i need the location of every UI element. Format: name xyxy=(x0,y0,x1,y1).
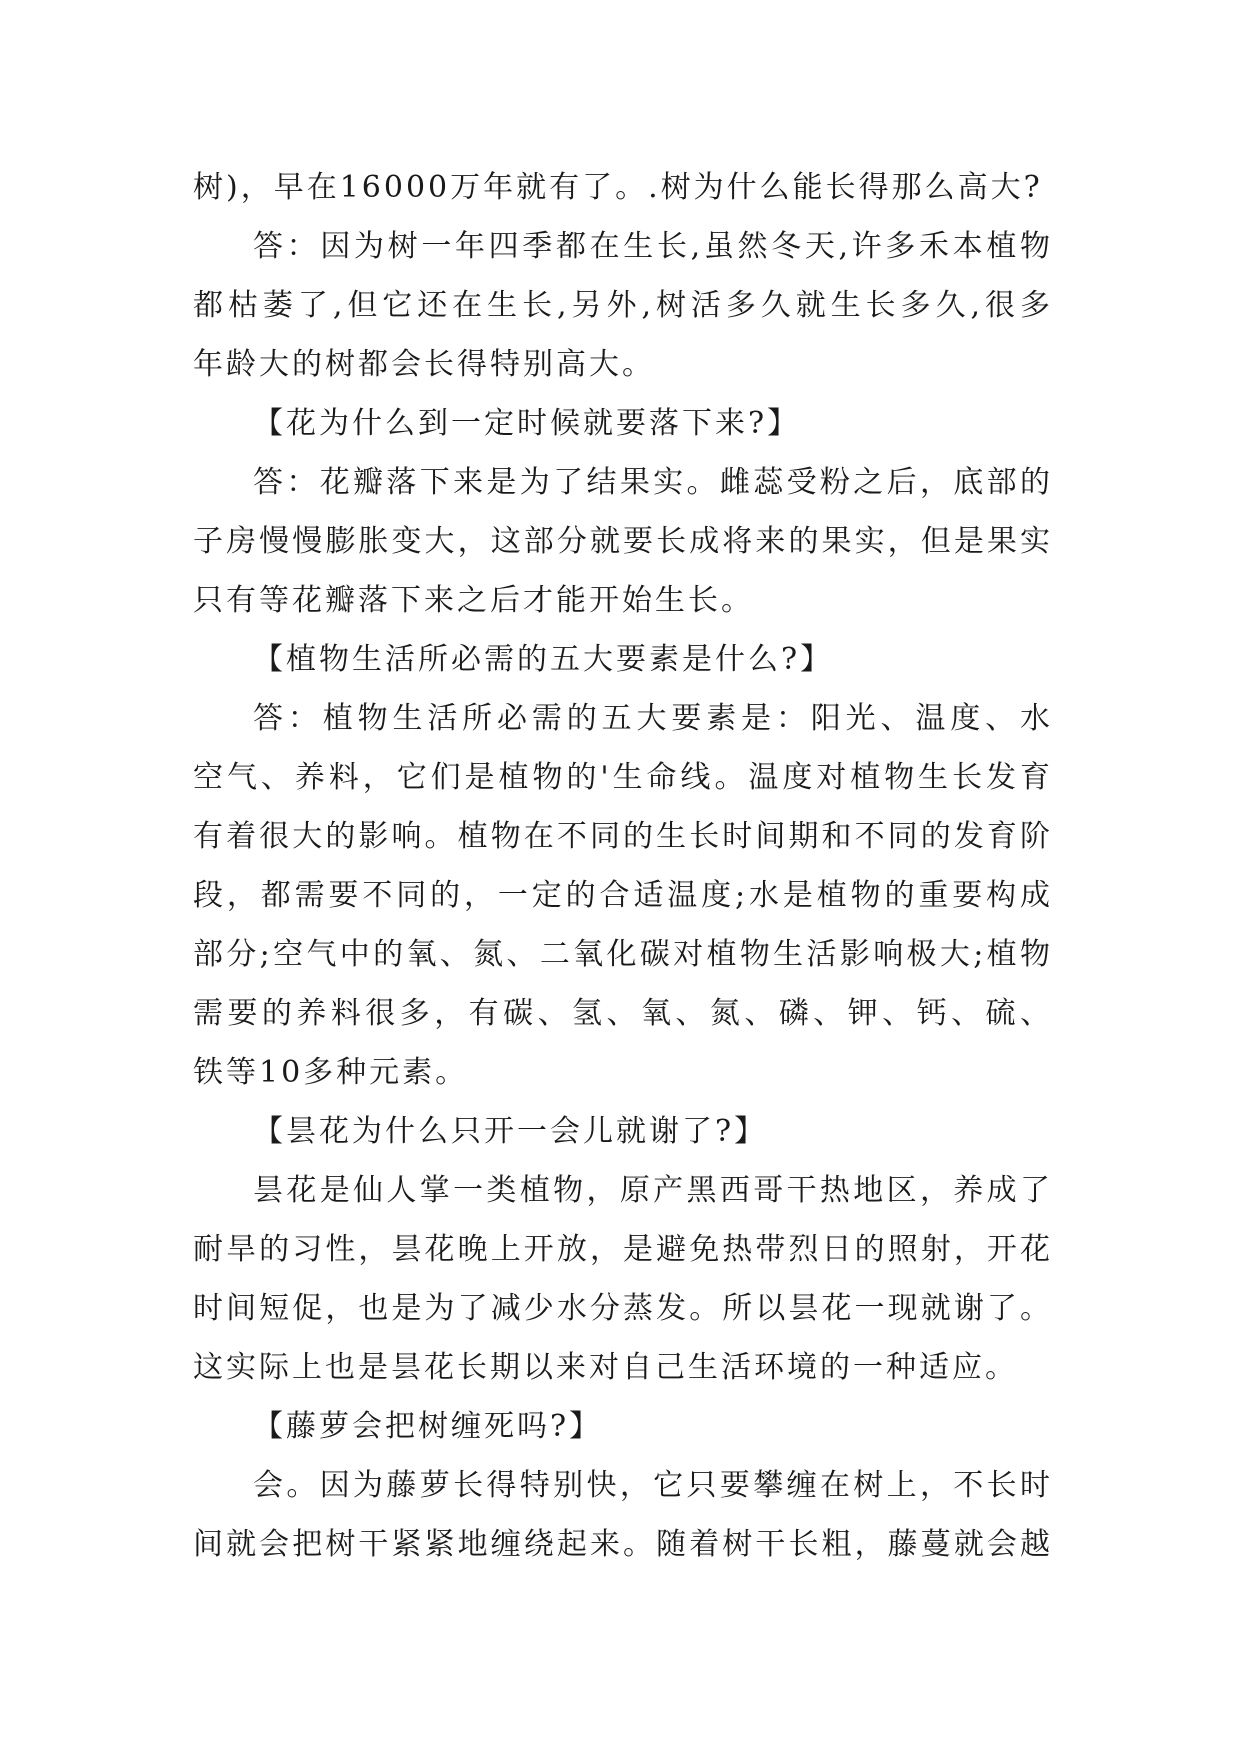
text-line: 有着很大的影响。植物在不同的生长时间期和不同的发育阶 xyxy=(193,819,1053,854)
section-heading-line: 【藤萝会把树缠死吗?】 xyxy=(253,1409,603,1444)
text-line: 需要的养料很多，有碳、氢、氧、氮、磷、钾、钙、硫、 xyxy=(193,996,1053,1031)
text-line: 只有等花瓣落下来之后才能开始生长。 xyxy=(193,583,754,618)
section-heading-line: 【昙花为什么只开一会儿就谢了?】 xyxy=(253,1114,768,1149)
text-line: 段，都需要不同的，一定的合适温度;水是植物的重要构成 xyxy=(193,878,1053,913)
section-heading-line: 【植物生活所必需的五大要素是什么?】 xyxy=(253,642,834,677)
text-line: 部分;空气中的氧、氮、二氧化碳对植物生活影响极大;植物 xyxy=(193,937,1053,972)
text-line: 铁等10多种元素。 xyxy=(193,1055,469,1090)
text-line: 答：植物生活所必需的五大要素是：阳光、温度、水 xyxy=(253,701,1053,736)
text-line: 都枯萎了,但它还在生长,另外,树活多久就生长多久,很多 xyxy=(193,288,1053,323)
text-line: 时间短促，也是为了减少水分蒸发。所以昙花一现就谢了。 xyxy=(193,1291,1053,1326)
text-line: 答：因为树一年四季都在生长,虽然冬天,许多禾本植物 xyxy=(253,229,1053,264)
text-line: 昙花是仙人掌一类植物，原产黑西哥干热地区，养成了 xyxy=(253,1173,1053,1208)
section-heading-line: 【花为什么到一定时候就要落下来?】 xyxy=(253,406,801,441)
text-line: 树)，早在16000万年就有了。.树为什么能长得那么高大? xyxy=(193,170,1043,205)
text-line: 会。因为藤萝长得特别快，它只要攀缠在树上，不长时 xyxy=(253,1468,1053,1503)
text-line: 耐旱的习性，昙花晚上开放，是避免热带烈日的照射，开花 xyxy=(193,1232,1053,1267)
text-line: 间就会把树干紧紧地缠绕起来。随着树干长粗，藤蔓就会越 xyxy=(193,1527,1053,1562)
text-line: 子房慢慢膨胀变大，这部分就要长成将来的果实，但是果实 xyxy=(193,524,1053,559)
text-line: 年龄大的树都会长得特别高大。 xyxy=(193,347,655,382)
text-line: 这实际上也是昙花长期以来对自己生活环境的一种适应。 xyxy=(193,1350,1018,1385)
text-line: 答：花瓣落下来是为了结果实。雌蕊受粉之后，底部的 xyxy=(253,465,1053,500)
document-body xyxy=(193,158,1053,1574)
text-line: 空气、养料，它们是植物的'生命线。温度对植物生长发育 xyxy=(193,760,1053,795)
